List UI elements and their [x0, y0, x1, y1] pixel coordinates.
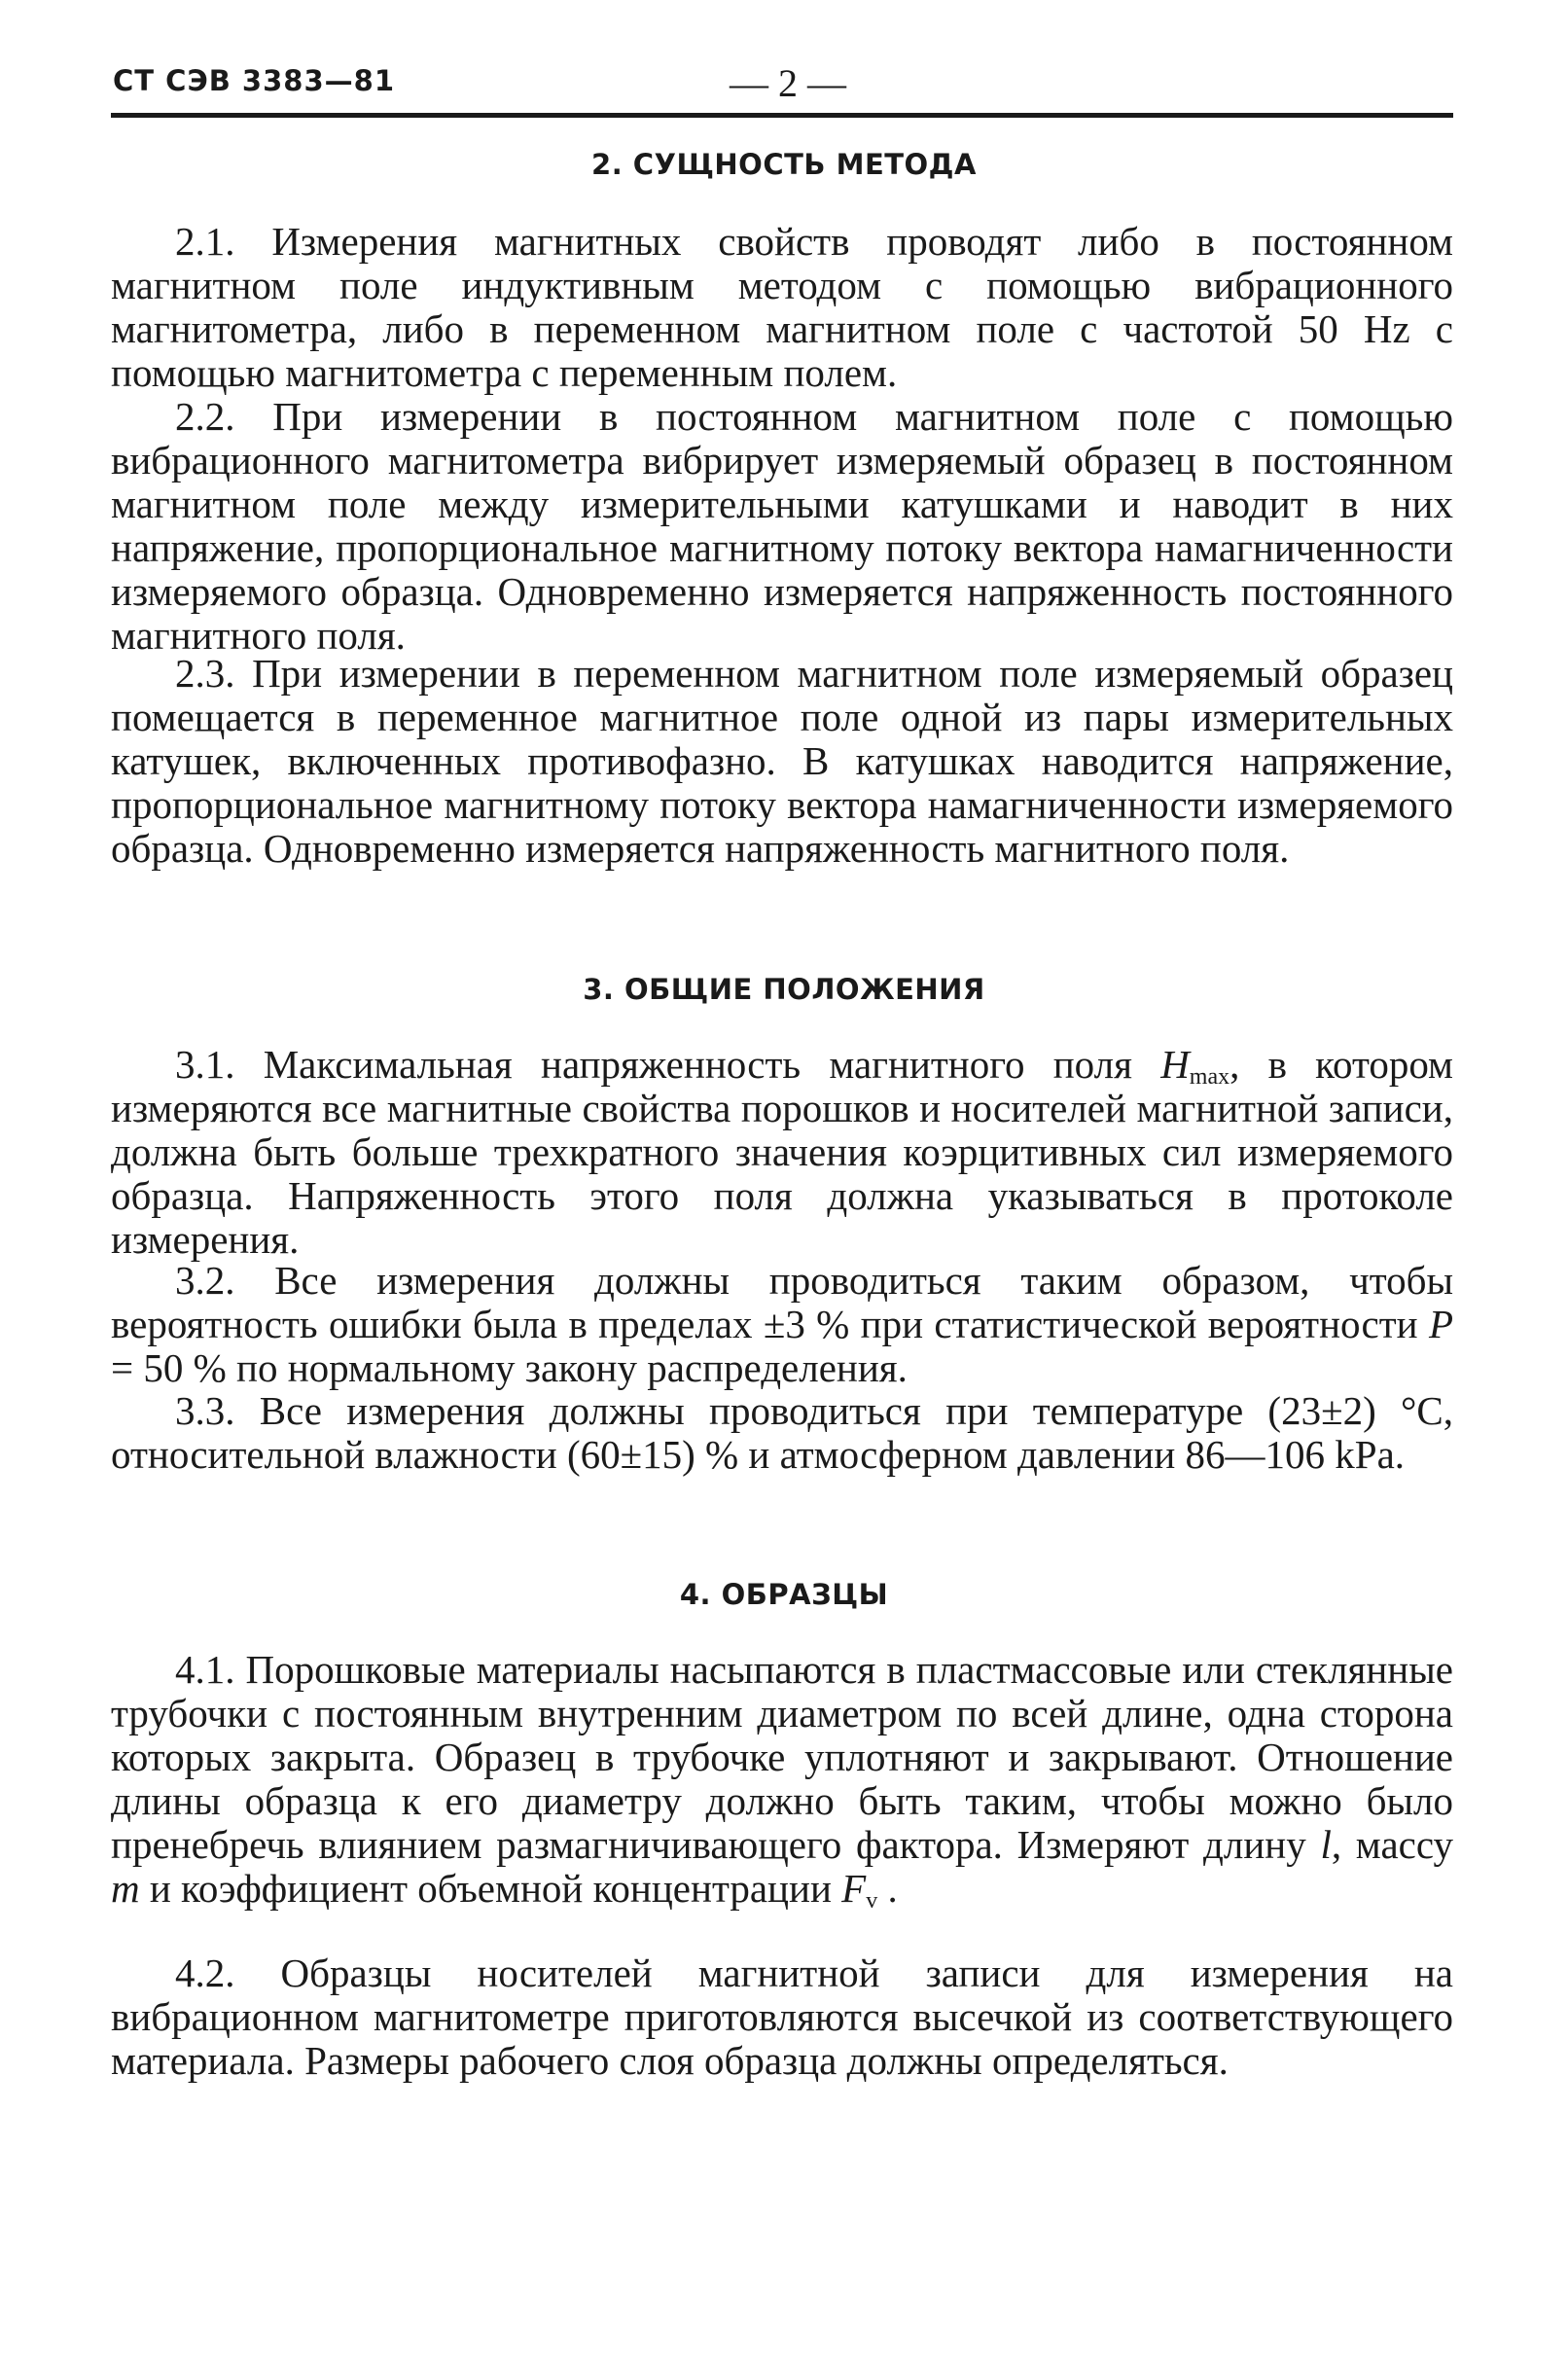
variable-p: P — [1428, 1302, 1453, 1346]
section-title-samples: 4. ОБРАЗЦЫ — [679, 1578, 889, 1611]
page-number: — 2 — — [730, 61, 846, 105]
paragraph-3-2: 3.2. Все измерения должны проводиться таким образом, чтобы вероятность ошибки была в пределах ±3 % при статистической вероятности P = 50 % по нормальному закону распределения. — [111, 1258, 1453, 1390]
variable-h: H — [1160, 1042, 1190, 1087]
header-rule — [111, 113, 1453, 118]
section-title-essence: 2. СУЩНОСТЬ МЕТОДА — [591, 148, 977, 181]
standard-code: СТ СЭВ 3383—81 — [113, 64, 395, 97]
paragraph-2-1: 2.1. Измерения магнитных свойств проводят либо в постоянном магнитном поле индуктивным методом с помощью вибрационного магнитометра, либо в переменном магнитном поле с частотой 50 Hz с помощью магнитометра с переменным полем. — [111, 219, 1453, 395]
paragraph-3-1: 3.1. Максимальная напряженность магнитного поля $H_{max}$, в котором измеряются все магнитные свойства порошков и носителей магнитной записи, должна быть больше трехкратного значения коэрцитивных сил измеряемого образца. Напряженность этого поля должна указываться в протоколе измерения. — [111, 1042, 1454, 1262]
paragraph-4-2: 4.2. Образцы носителей магнитной записи для измерения на вибрационном магнитометре приготовляются высечкой из соответствующего материала. Размеры рабочего слоя образца должны определяться. — [111, 1950, 1453, 2083]
variable-f: F — [841, 1866, 867, 1911]
variable-l: l — [1320, 1822, 1332, 1867]
subscript-v: v — [866, 1888, 878, 1914]
paragraph-3-3: 3.3. Все измерения должны проводиться при температуре (23±2) °С, относительной влажности (60±15) % и атмосферном давлении 86—106 kPa. — [111, 1388, 1453, 1477]
paragraph-2-3: 2.3. При измерении в переменном магнитном поле измеряемый образец помещается в переменное магнитное поле одной из пары измерительных катушек, включенных противофазно. В катушках наводится напряжение, пропорциональное магнитному потоку вектора намагниченности измеряемого образца. Одновременно измеряется напряженность магнитного поля. — [111, 651, 1453, 871]
variable-m: m — [111, 1866, 140, 1911]
paragraph-4-1: 4.1. Порошковые материалы насыпаются в пластмассовые или стеклянные трубочки с постоянным внутренним диаметром по всей длине, одна сторона которых закрыта. Образец в трубочке уплотняют и закрывают. Отношение длины образца к его диаметру должно быть таким, чтобы можно было пренебречь влиянием размагничивающего фактора. Измеряют длину l, массу m и коэффициент объемной концентрации $F_v$ . — [111, 1647, 1454, 1914]
section-title-general: 3. ОБЩИЕ ПОЛОЖЕНИЯ — [583, 973, 985, 1006]
paragraph-2-2: 2.2. При измерении в постоянном магнитном поле с помощью вибрационного магнитометра вибрирует измеряемый образец в постоянном магнитном поле между измерительными катушками и наводит в них напряжение, пропорциональное магнитному потоку вектора намагниченности измеряемого образца. Одновременно измеряется напряженность постоянного магнитного поля. — [111, 394, 1453, 658]
subscript-max: max — [1189, 1064, 1230, 1090]
